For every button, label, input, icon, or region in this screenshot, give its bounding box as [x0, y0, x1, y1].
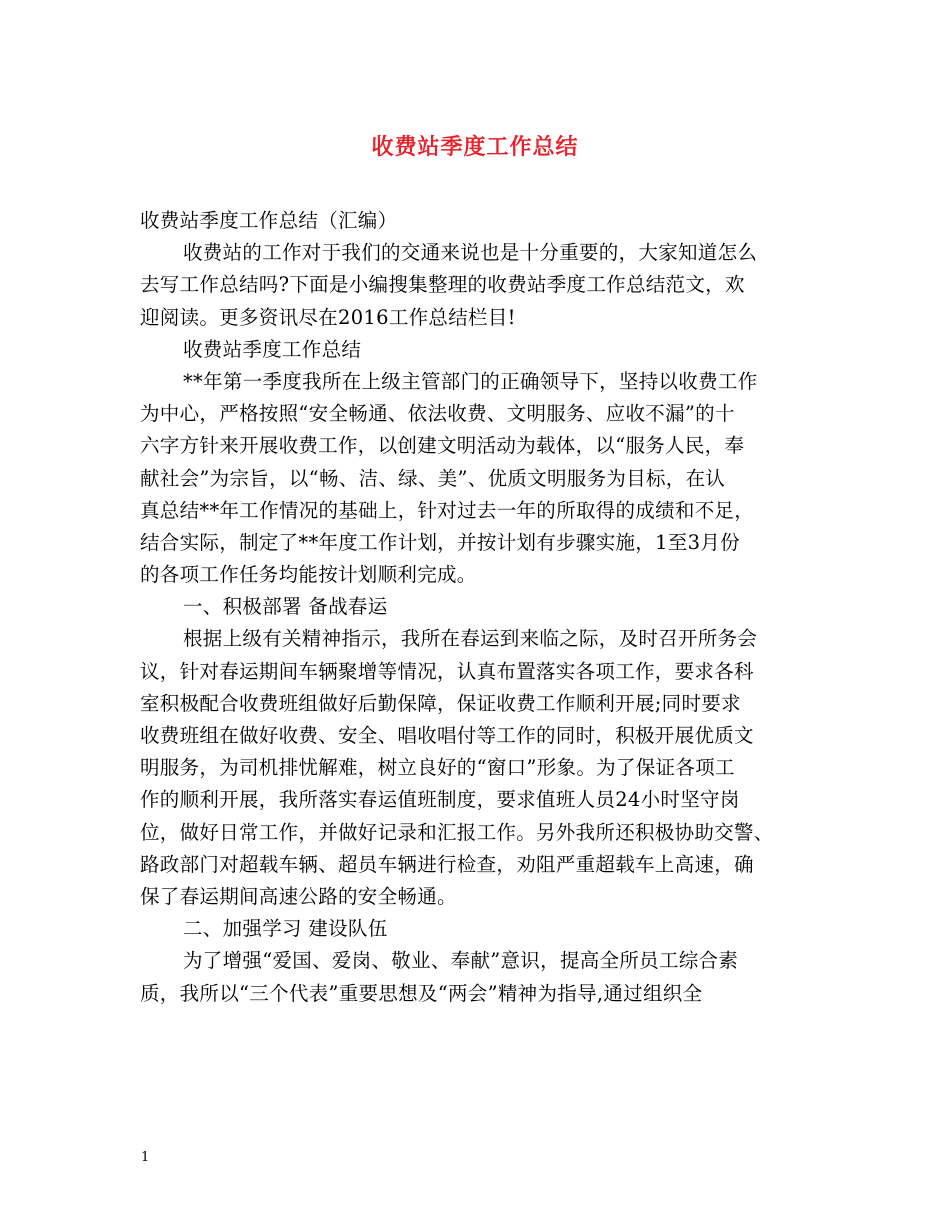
paragraph-line: 明服务，为司机排忧解难，树立良好的“窗口”形象。为了保证各项工: [140, 756, 735, 780]
paragraph-line: 质，我所以“三个代表”重要思想及“两会”精神为指导,通过组织全: [140, 981, 703, 1005]
paragraph-line: 收费站的工作对于我们的交通来说也是十分重要的，大家知道怎么: [183, 241, 758, 265]
paragraph-line: 真总结**年工作情况的基础上，针对过去一年的所取得的成绩和不足，: [140, 498, 755, 522]
paragraph-line: 位，做好日常工作，并做好记录和汇报工作。另外我所还积极协助交警、: [140, 820, 774, 844]
document-title: 收费站季度工作总结: [371, 134, 579, 160]
paragraph-line: **年第一季度我所在上级主管部门的正确领导下，坚持以收费工作: [183, 369, 758, 393]
paragraph-line: 为中心，严格按照“安全畅通、依法收费、文明服务、应收不漏”的十: [140, 402, 735, 426]
paragraph-line: 收费班组在做好收费、安全、唱收唱付等工作的同时，积极开展优质文: [140, 724, 754, 747]
section-heading: 一、积极部署 备战春运: [183, 595, 388, 619]
section-heading: 收费站季度工作总结: [183, 337, 362, 361]
paragraph-line: 室积极配合收费班组做好后勤保障，保证收费工作顺利开展;同时要求: [140, 691, 741, 715]
paragraph-line: 迎阅读。更多资讯尽在2016工作总结栏目!: [140, 305, 516, 329]
paragraph-line: 议，针对春运期间车辆聚增等情况，认真布置落实各项工作，要求各科: [140, 659, 754, 683]
paragraph-line: 保了春运期间高速公路的安全畅通。: [140, 884, 457, 908]
paragraph-line: 献社会”为宗旨，以“畅、洁、绿、美”、优质文明服务为目标，在认: [140, 466, 726, 490]
paragraph-line: 作的顺利开展，我所落实春运值班制度，要求值班人员24小时坚守岗: [140, 788, 740, 812]
paragraph-line: 结合实际，制定了**年度工作计划，并按计划有步骤实施，1至3月份: [140, 530, 740, 554]
section-heading: 二、加强学习 建设队伍: [183, 917, 388, 941]
paragraph-line: 根据上级有关精神指示，我所在春运到来临之际，及时召开所务会: [183, 627, 758, 651]
document-body: [140, 205, 830, 1010]
paragraph-line: 去写工作总结吗?下面是小编搜集整理的收费站季度工作总结范文，欢: [140, 273, 745, 297]
paragraph-line: 的各项工作任务均能按计划顺利完成。: [140, 563, 477, 587]
paragraph-line: 六字方针来开展收费工作，以创建文明活动为载体，以“服务人民，奉: [140, 434, 745, 458]
subtitle-line: 收费站季度工作总结（汇编）: [140, 209, 398, 232]
page-number: 1: [141, 1150, 150, 1165]
paragraph-line: 路政部门对超载车辆、超员车辆进行检查，劝阻严重超载车上高速，确: [140, 852, 754, 876]
paragraph-line: 为了增强“爱国、爱岗、敬业、奉献”意识，提高全所员工综合素: [183, 949, 739, 973]
